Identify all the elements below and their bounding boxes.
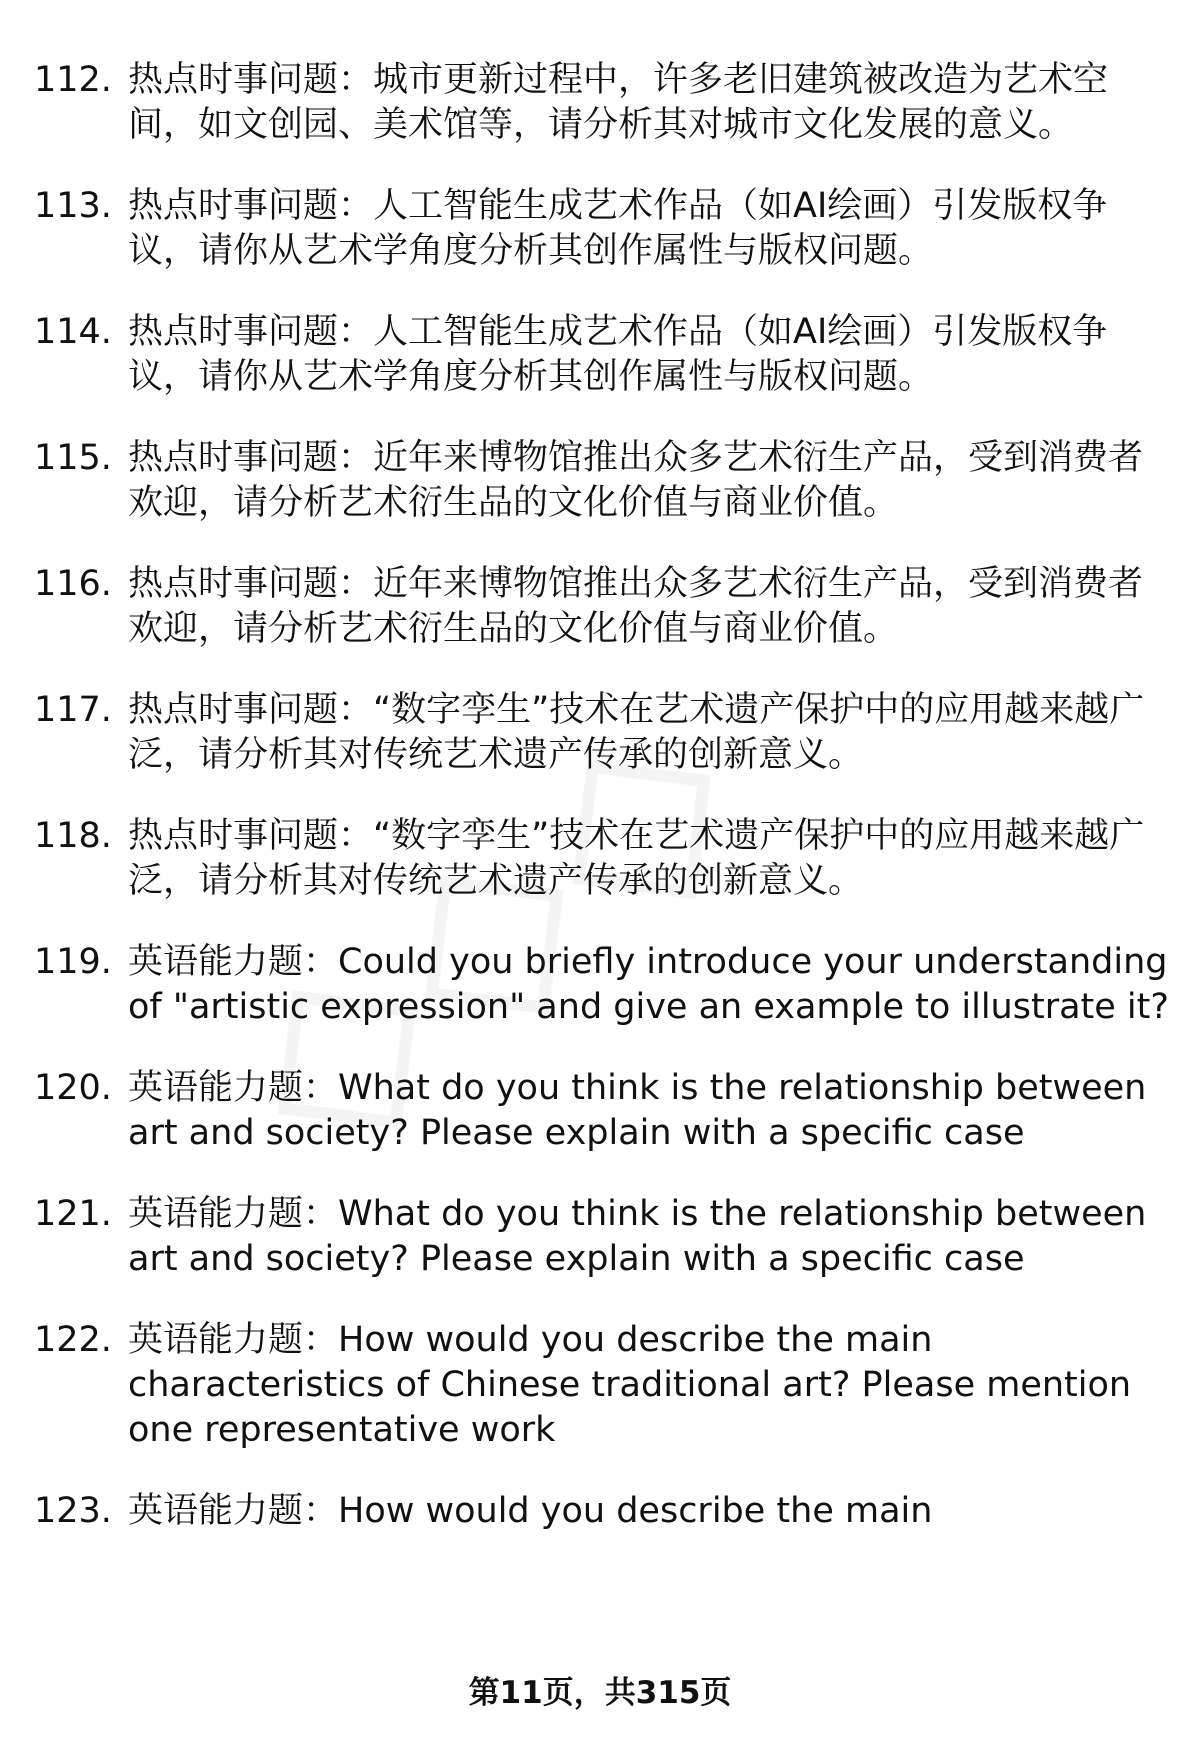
question-number: 120. xyxy=(34,1068,112,1108)
question-number: 113. xyxy=(34,186,112,226)
question-number: 121. xyxy=(34,1194,112,1234)
question-text: 热点时事问题：城市更新过程中，许多老旧建筑被改造为艺术空间，如文创园、美术馆等，请分析其对城市文化发展的意义。 xyxy=(128,60,1109,145)
list-item xyxy=(34,1192,1174,1282)
question-number: 112. xyxy=(34,60,112,100)
list-item xyxy=(34,562,1174,652)
list-item xyxy=(34,688,1174,778)
question-text: 热点时事问题：人工智能生成艺术作品（如AI绘画）引发版权争议，请你从艺术学角度分析其创作属性与版权问题。 xyxy=(128,186,1108,271)
list-item xyxy=(34,1489,1174,1534)
question-text: 英语能力题：What do you think is the relationship between art and society? Please explain with a specific case xyxy=(128,1194,1147,1279)
list-item xyxy=(34,814,1174,904)
question-number: 122. xyxy=(34,1320,112,1360)
list-item xyxy=(34,310,1174,400)
question-number: 114. xyxy=(34,312,112,352)
list-item xyxy=(34,184,1174,274)
question-text: 热点时事问题：近年来博物馆推出众多艺术衍生产品，受到消费者欢迎，请分析艺术衍生品的文化价值与商业价值。 xyxy=(128,564,1144,649)
question-number: 123. xyxy=(34,1491,112,1531)
question-text: 英语能力题：How would you describe the main xyxy=(128,1491,933,1531)
question-list xyxy=(34,58,1174,1570)
list-item xyxy=(34,58,1174,148)
page-footer: 第11页，共315页 xyxy=(468,1675,732,1711)
question-text: 热点时事问题：“数字孪生”技术在艺术遗产保护中的应用越来越广泛，请分析其对传统艺术遗产传承的创新意义。 xyxy=(128,816,1145,901)
question-text: 热点时事问题：近年来博物馆推出众多艺术衍生产品，受到消费者欢迎，请分析艺术衍生品的文化价值与商业价值。 xyxy=(128,438,1144,523)
list-item xyxy=(34,1318,1174,1453)
question-text: 热点时事问题：人工智能生成艺术作品（如AI绘画）引发版权争议，请你从艺术学角度分析其创作属性与版权问题。 xyxy=(128,312,1108,397)
question-number: 116. xyxy=(34,564,112,604)
question-text: 英语能力题：What do you think is the relationship between art and society? Please explain with a specific case xyxy=(128,1068,1147,1153)
question-number: 119. xyxy=(34,942,112,982)
question-number: 117. xyxy=(34,690,112,730)
list-item xyxy=(34,436,1174,526)
question-text: 英语能力题：Could you briefly introduce your understanding of "artistic expression" and give an example to illustrate it? xyxy=(128,942,1169,1027)
question-text: 英语能力题：How would you describe the main characteristics of Chinese traditional art? Please mention one representative work xyxy=(128,1320,1132,1450)
list-item xyxy=(34,1066,1174,1156)
list-item xyxy=(34,940,1174,1030)
question-text: 热点时事问题：“数字孪生”技术在艺术遗产保护中的应用越来越广泛，请分析其对传统艺术遗产传承的创新意义。 xyxy=(128,690,1145,775)
question-number: 118. xyxy=(34,816,112,856)
question-number: 115. xyxy=(34,438,112,478)
